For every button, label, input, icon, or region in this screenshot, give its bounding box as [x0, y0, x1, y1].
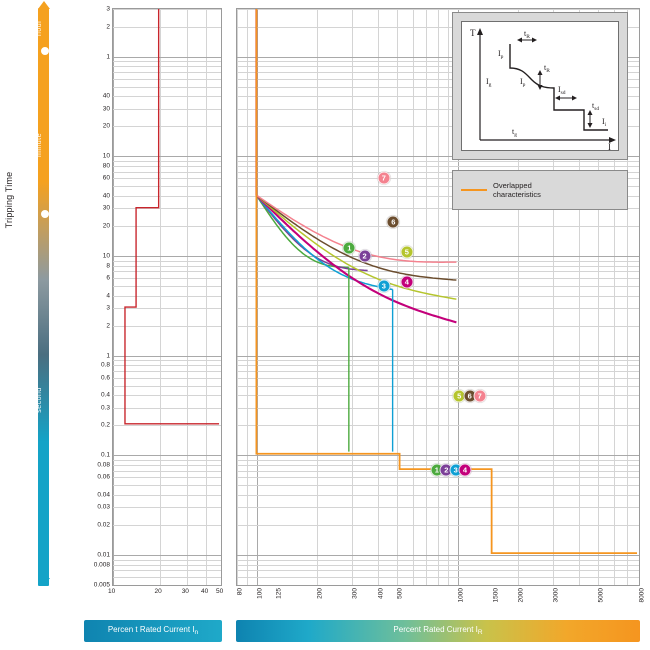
svg-text:Ig: $I_g$	[486, 77, 492, 88]
left-x-axis-bar-label	[108, 625, 198, 636]
left-plot-panel: 3 2 1 40 30 20 10 80 60 40 30 20 10 8 6 4 3 2 1 0.8 0.6 0.4 0.3 0.2 0.1 0.08 0.06 0.04 0.03 0.02 0.01 0.008 0.005 10 20 30 40 50	[93, 5, 224, 595]
curve-marker-7: 7	[377, 172, 390, 185]
y-axis-title: Tripping Time	[4, 171, 14, 229]
right-x-axis-bar-sub: R	[477, 629, 483, 637]
instant-marker-3: 3	[449, 463, 462, 476]
curve-marker-5: 5	[400, 245, 413, 258]
instant-marker-7: 7	[473, 390, 486, 403]
left-curve-layer	[93, 5, 224, 595]
svg-text:Ip: $I_p$	[520, 77, 526, 88]
legend-box	[452, 170, 628, 210]
instant-marker-6: 6	[463, 390, 476, 403]
svg-text:tg: $t_g$	[512, 127, 517, 138]
instant-marker-4: 4	[459, 463, 472, 476]
svg-text:I: I	[608, 142, 611, 152]
svg-text:tR: $t_R$	[544, 63, 550, 74]
svg-text:tsd: $t_{sd}$	[592, 101, 600, 112]
curve-marker-6: 6	[387, 215, 400, 228]
ribbon-label-hour: hour	[36, 20, 43, 37]
right-plot-panel: 1 2 3 4 5 6 7 5 6 7 1 2 3 4 80 100 125 200 300 400 500 1000 1500 2000 3000 5000 8000	[236, 8, 640, 586]
inset-diagram	[461, 21, 619, 151]
right-x-axis-bar	[236, 620, 640, 642]
svg-text:Ip: $I_p$	[498, 49, 504, 60]
left-x-axis-bar	[84, 620, 222, 642]
curve-marker-2: 2	[358, 249, 371, 262]
svg-text:Ii: $I_i$	[602, 117, 607, 128]
ribbon-label-second: second	[36, 387, 43, 413]
legend-label	[493, 181, 541, 200]
curve-marker-3: 3	[377, 279, 390, 292]
curve-marker-4: 4	[400, 275, 413, 288]
curve-marker-1: 1	[343, 242, 356, 255]
svg-text:Isd: $I_{sd}$	[558, 85, 566, 96]
svg-text:tR: $t_R$	[524, 29, 530, 40]
ribbon-label-minute: minute	[36, 133, 43, 158]
right-x-axis-bar-text: Percent Rated Current I	[393, 625, 478, 635]
inset-diagram-svg	[462, 22, 620, 152]
right-x-axis-bar-label	[393, 625, 482, 636]
ribbon-arrow-down-icon	[38, 578, 50, 586]
inset-diagram-panel	[452, 12, 628, 160]
ribbon-tick-minute	[41, 210, 49, 218]
legend-color-swatch	[461, 189, 487, 191]
time-scale-ribbon	[38, 8, 49, 586]
left-x-axis-bar-text: Percen t Rated Current I	[107, 625, 195, 635]
instant-marker-2: 2	[440, 463, 453, 476]
left-x-axis-bar-sub: n	[194, 629, 199, 637]
svg-text:T: T	[470, 28, 476, 38]
instant-marker-5: 5	[453, 390, 466, 403]
legend-label-line2: characteristics	[493, 190, 541, 199]
instant-marker-1: 1	[430, 463, 443, 476]
legend-label-line1: Overlapped	[493, 180, 532, 190]
